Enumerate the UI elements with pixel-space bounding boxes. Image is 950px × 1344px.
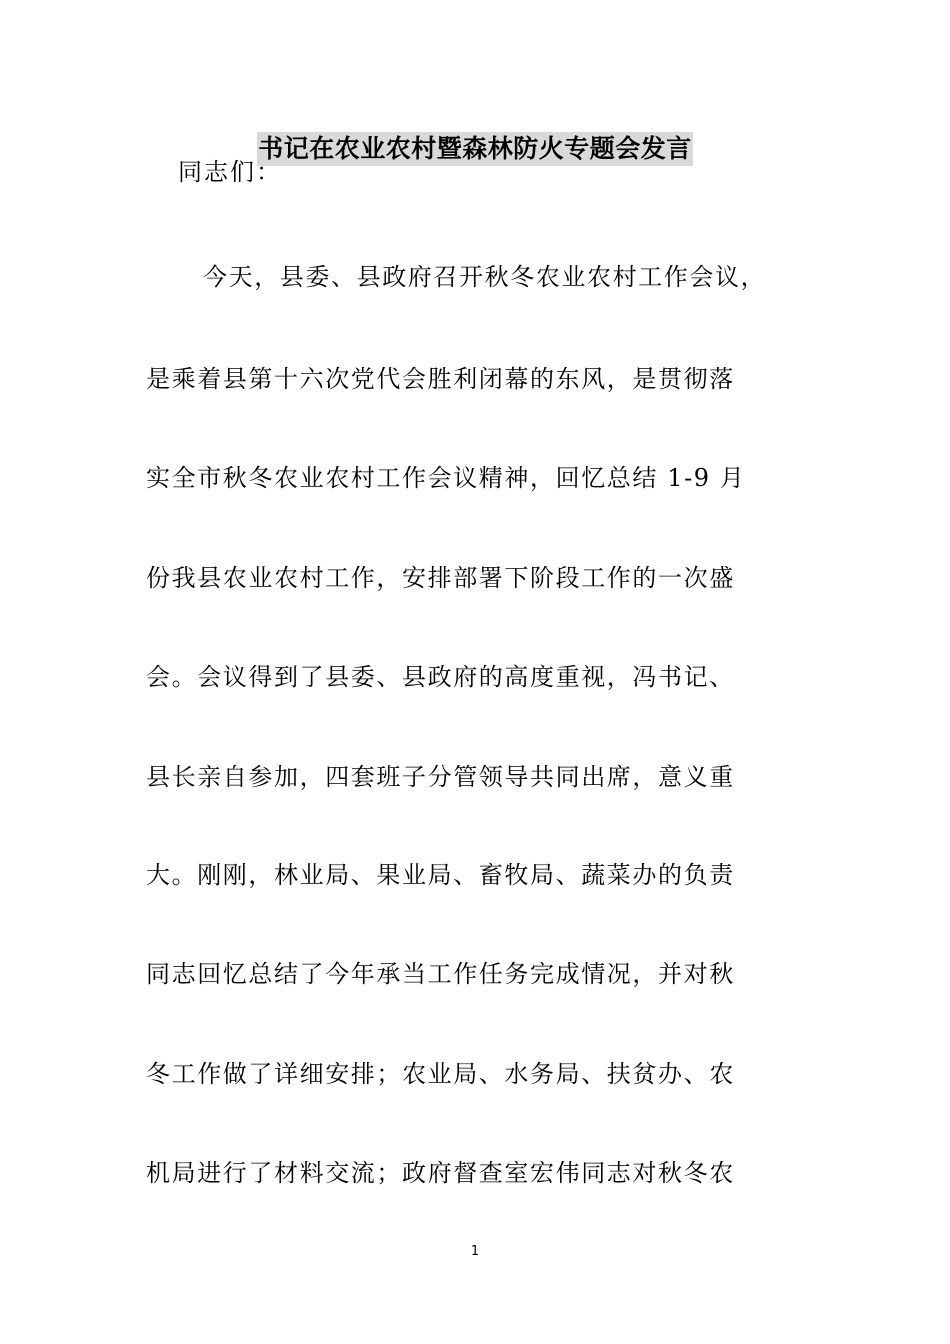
body-line: 县长亲自参加，四套班子分管领导共同出席，意义重 bbox=[146, 763, 735, 791]
body-line: 今天，县委、县政府召开秋冬农业农村工作会议， bbox=[203, 263, 767, 291]
salutation: 同志们： bbox=[178, 158, 282, 186]
body-line: 是乘着县第十六次党代会胜利闭幕的东风，是贯彻落 bbox=[146, 365, 735, 393]
body-line: 同志回忆总结了今年承当工作任务完成情况，并对秋 bbox=[146, 960, 735, 988]
body-line: 份我县农业农村工作，安排部署下阶段工作的一次盛 bbox=[146, 564, 735, 592]
page-number: 1 bbox=[470, 1244, 480, 1259]
body-line: 机局进行了材料交流；政府督查室宏伟同志对秋冬农 bbox=[146, 1159, 735, 1187]
document-title: 书记在农业农村暨森林防火专题会发言 bbox=[257, 132, 693, 166]
body-line: 实全市秋冬农业农村工作会议精神，回忆总结 1-9 月 bbox=[146, 464, 746, 492]
title-block bbox=[0, 132, 950, 166]
body-line: 冬工作做了详细安排；农业局、水务局、扶贫办、农 bbox=[146, 1060, 735, 1088]
body-line: 大。刚刚，林业局、果业局、畜牧局、蔬菜办的负责 bbox=[146, 861, 735, 889]
body-line: 会。会议得到了县委、县政府的高度重视，冯书记、 bbox=[146, 663, 735, 691]
